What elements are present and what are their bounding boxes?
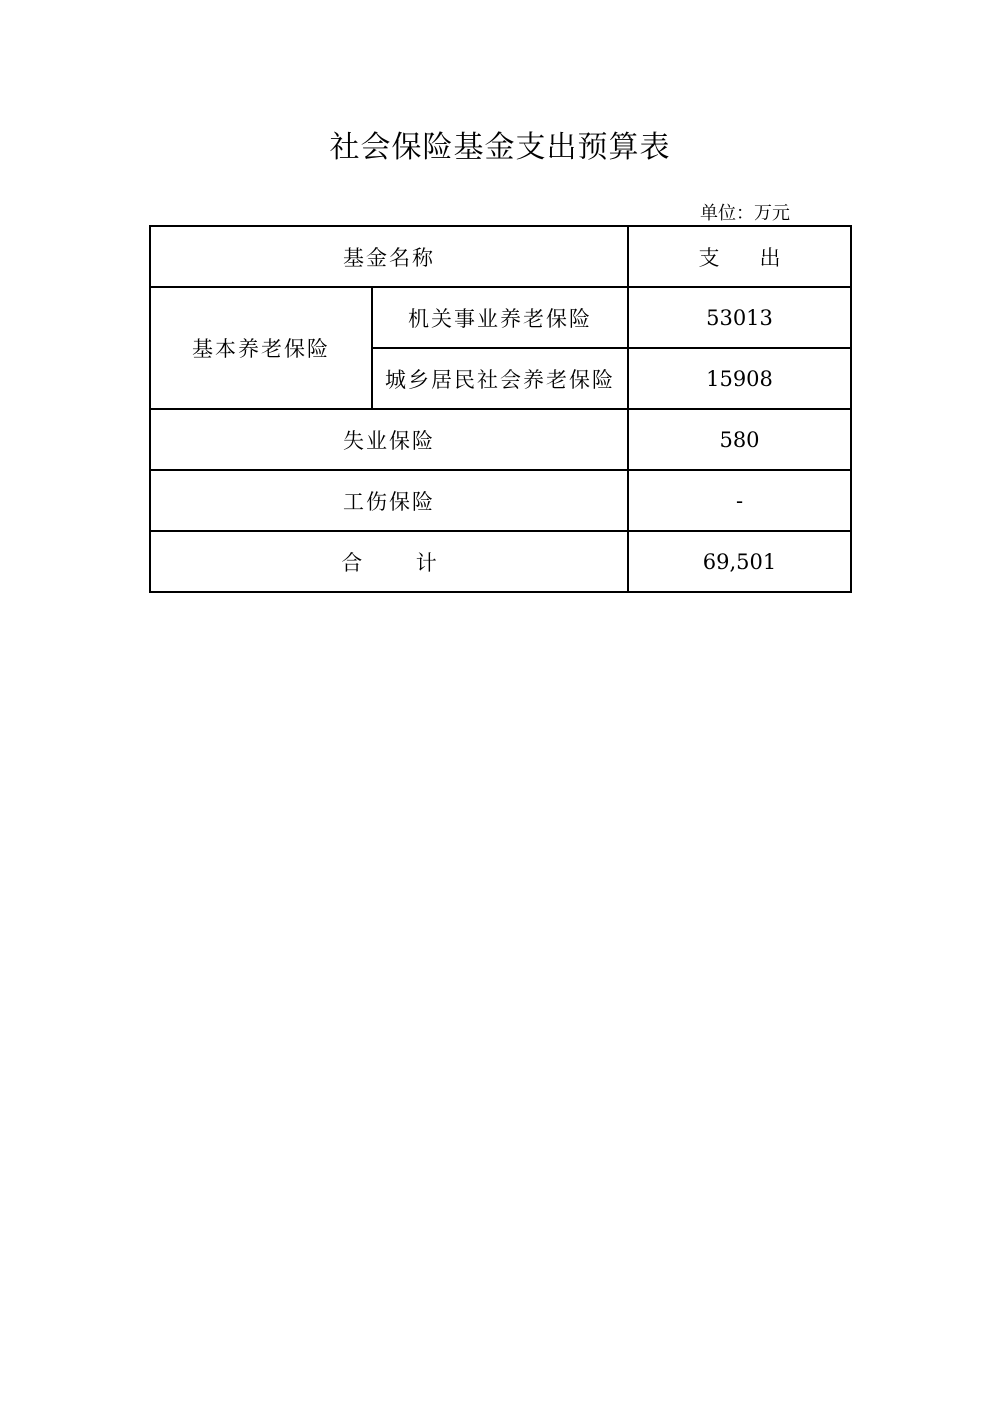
- row-name: 机关事业养老保险: [372, 287, 628, 348]
- row-name: 城乡居民社会养老保险: [372, 348, 628, 409]
- table-row: [150, 287, 851, 348]
- row-name: 失业保险: [150, 409, 628, 470]
- table-row: [150, 409, 851, 470]
- table-header-row: [150, 226, 851, 287]
- table-row: [150, 470, 851, 531]
- row-name: 工伤保险: [150, 470, 628, 531]
- header-fund-name: 基金名称: [150, 226, 628, 287]
- page-title: 社会保险基金支出预算表: [329, 130, 671, 165]
- total-value: 69,501: [628, 531, 851, 592]
- row-value: 580: [628, 409, 851, 470]
- total-row: [150, 531, 851, 592]
- row-value: 15908: [628, 348, 851, 409]
- header-expense: 支 出: [628, 226, 851, 287]
- row-value: 53013: [628, 287, 851, 348]
- row-value: -: [628, 470, 851, 531]
- unit-label: 单位：万元: [700, 203, 790, 224]
- total-label: 合 计: [150, 531, 628, 592]
- budget-table: [149, 225, 852, 593]
- basic-pension-group-label: 基本养老保险: [150, 287, 372, 409]
